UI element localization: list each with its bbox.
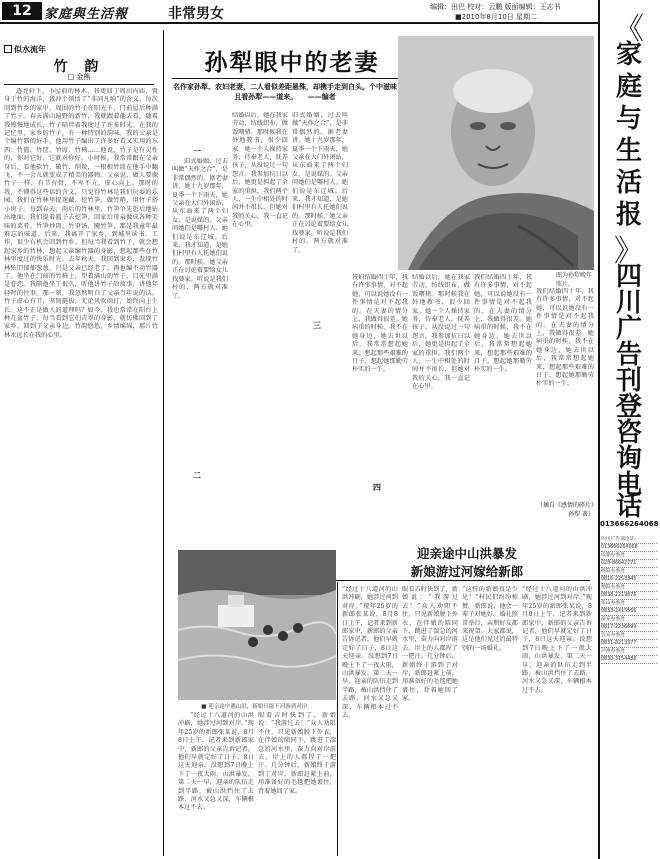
ad-region-char: 咨 (615, 418, 642, 448)
divider (336, 580, 590, 581)
article-body-col5: 结婚以后，她在我家劳动，纺线织布，做饭喂猪。那时候我在外地教书，很少回家。她一个人操持家务，侍奉老人，抚养孩子，从没说过一句怨言。我参加抗日以后，她更是担起了全家的重担。我们两个人，一生中相处的时间并不很长，但她对我的关心，我一直记在心里。 (412, 274, 470, 391)
flood-photo (178, 550, 336, 700)
page-number: 12 (2, 2, 42, 20)
ad-contact-line: 013666264068 (601, 544, 657, 552)
ad-contact-line: 028-86642771 (601, 560, 657, 568)
ad-region-char: 登 (615, 392, 642, 422)
ad-region-char: 电 (615, 470, 642, 500)
flood-image (178, 550, 336, 700)
ad-title-char: 庭 (615, 72, 642, 102)
article-body-col1: 旧式婚姻，过去叫做“天作之合”，是非常偶然的。据老妻讲，她十九岁那年，夏季一个下雨天，她父亲在大门外闲站，从东面来了两个妇女，是说媒的。父亲问她们是哪村人。她们说是东辽城。后来，我才知道，是她们村里有人托她们说的。那时候，她父亲正在讨论着要给女儿找婆家。听说是我们村的，两方就对准了。 (172, 158, 228, 300)
article-body-col3: 旧式婚姻，过去叫做“天作之合”，是非常偶然的。据老妻讲，她十九岁那年，夏季一个下雨天，她父亲在大门外闲站，从东面来了两个妇女，是说媒的。父亲问她们是哪村人。她们说是东辽城。后来，我才知道，是她们村里有人托她们说的。那时候，她父亲正在讨论着要给女儿找婆家。听说是我们村的，两方就对准了。 (292, 112, 348, 254)
section-mark: 三 (313, 320, 321, 330)
ad-region-char: 询 (615, 444, 642, 474)
ad-contact-line: 乐山办事处 (601, 600, 657, 608)
essay-body: 透亮轩下，小屋前的林木，我更回丁周田内庙，置身于竹的海洋，我冲个领悟了“非同凡响”的含义。每次回到竹乡的家中，周围的竹子在阳光下，门前屋后种满了竹子。春天满山遍野的新竹，我就跟着他去看，随着我慢慢地成长，竹子陪伴着我度过了许多时光。在我的记忆里，家乡的竹子，有一种特别的韵味。我的父亲是个编竹器的好手，他用竹子编出了许多好看又实用的东西：竹篮、竹筐、竹席、竹椅……他说，竹子是有灵性的，你对它好，它就对你好。小时候，我常常跟在父亲身后，看他砍竹、破竹、削篾，一根根竹篾在他手中翻飞，不一会儿就变成了精美的器物。父亲说，做人要像竹子一样，有节有骨，不卑不亢，虚心向上。那时的我，不懂得这些话的含义，只觉得竹林是我们玩耍的乐园。我们在竹林里捉迷藏，挖竹笋，做竹哨，用竹子搭小房子。每到春天，雨后的竹林里，竹笋争先恐后地钻出地面，我们提着篮子去挖笋，回家后母亲做成各种美味的菜肴。竹笋炒肉、竹笋汤、腌竹笋，那是我童年最难忘的味道。后来，我离开了家乡，到城里读书、工作，很少有机会回到竹乡。但每当我看到竹子，就会想起家乡的竹林，想起父亲编竹器的身影，想起那些在竹林里度过的快乐时光。去年秋天，我回到家乡，发现竹林依旧郁郁葱葱，只是父亲已经老了，再也编不动竹器了。他坐在门前的竹椅上，望着满山的竹子，目光里满是眷恋。我陪他坐了很久，听他讲竹子的故事，讲他年轻时的往事。那一刻，我忽然明白了父亲当年说的话。竹子虚心有节，坚韧挺拔，无论风吹雨打，始终向上生长。这不正是做人的道理吗？如今，我也常常在阳台上种几盆竹子，每当看到它们青翠的身影，就仿佛回到了家乡，回到了父亲身边。竹韵悠悠，乡情绵绵，那片竹林永远长在我的心里。 (4, 88, 158, 339)
ad-contact-line: 0833-2415566 (601, 608, 657, 616)
essay-author: □ 金熊 (67, 73, 91, 81)
ad-contact-line: 0817-2236699 (601, 624, 657, 632)
ad-phone-number: 013666264068 (600, 520, 659, 528)
ad-contact-line: 南充办事处 (601, 616, 657, 624)
paper-name: 家庭與生活報 (44, 7, 129, 22)
column-divider (337, 582, 338, 856)
section-title: 非常男女 (168, 6, 224, 22)
story-body-col5: “这样的新娘真是少见！”村民们纷纷称赞。新郎说，他会一辈子对她好。婚礼照常举行，亲朋好友都来祝贺。大家都说，这是他们见过的最特别的一场婚礼。 (462, 586, 518, 652)
story-body-col2: 眼看吉时快到了，新娘说：“我游过去！”众人劝阻不住，只见新娘脱下外衣，在伴娘的陪同下，跳进了湍急的河水里，奋力向对岸游去。岸上的人都捏了一把汗。几分钟后，新娘终于游到了对岸，新郎赶紧上前，用准备好的毛毯把她裹住，背着她回了家。 (258, 712, 336, 795)
ad-title-char: 家 (615, 40, 642, 70)
ad-title-char: 生 (615, 136, 642, 166)
article-body-col6: 我们结婚四十年，我有许多事情，对不起她，可以说她没有一件事情是对不起我的。在夫妻的情分上，我做得很差。她病重的时候，我不在她身边，她去世以后，我常常想起她来，想起那些艰难的日子，想起她那勤劳朴实的一生。 (474, 274, 532, 374)
issue-date: ■2010年8月10日 星期二 (455, 13, 538, 21)
portrait-image (398, 36, 594, 270)
column-divider (163, 30, 164, 856)
story-headline-line1: 迎亲途中山洪暴发 (416, 546, 517, 561)
ad-contact-line: 0838-2219876 (601, 592, 657, 600)
article-body-col7: 我们结婚四十年，我有许多事情，对不起她，可以说她没有一件事情是对不起我的。在夫妻的情分上，我做得很差。她病重的时候，我不在她身边，她去世以后，我常常想起她来，想起那些艰难的日子，想起她那勤劳朴实的一生。 (536, 288, 594, 388)
kicker-label: 似水流年 (14, 45, 46, 54)
story-body-col4: 眼看吉时快到了，新娘说：“我游过去！”众人劝阻不住，只见新娘脱下外衣，在伴娘的陪同下，跳进了湍急的河水里，奋力向对岸游去。岸上的人都捏了一把汗。几分钟后，新娘终于游到了对岸，新郎赶紧上前，用准备好的毛毯把她裹住，背着她回了家。 (402, 586, 458, 703)
ad-contact-line: 宜宾办事处 (601, 632, 657, 640)
ad-region-char: 川 (615, 288, 642, 318)
section-mark: 二 (193, 470, 201, 480)
ad-region-char: 话 (615, 492, 642, 522)
ad-region-char: 告 (615, 340, 642, 370)
flood-photo-caption: ■ 迎亲途中遇山洪，新娘只能下河游到对岸。 (201, 704, 313, 710)
divider (172, 78, 398, 79)
ad-title-char: 活 (615, 168, 642, 198)
square-icon (4, 45, 12, 53)
ad-bracket-close: 》 (614, 234, 644, 269)
ad-contact-line: 四川广告部电话： (601, 536, 657, 544)
story-body-col1: “经过十八道河的山洪冲刷，她涉过河到对岸。”现年25岁的新郎张某说，8月8日上午，记者来到新郎家中，新郎的父亲告诉记者，他们早就定好了日子，8日这天迎亲。没想到7日晚上下了一夜大雨，山洪暴发。第二天一早，迎亲的队伍走到半路，被山洪挡住了去路，河水又急又深，车辆根本过不去。 (178, 712, 254, 812)
editor-credits: 编辑：田巴 校对：云鹏 版面编辑：王志书 (430, 3, 561, 11)
article-headline: 孙犁眼中的老妻 (204, 50, 380, 76)
ad-region-char: 刊 (615, 366, 642, 396)
ad-contact-line: 0831-8213377 (601, 640, 657, 648)
section-mark: 四 (373, 482, 381, 492)
ad-contact-line: 0830-3154488 (601, 656, 657, 664)
ad-contact-line: 0816-2253345 (601, 576, 657, 584)
ad-contact-list (601, 536, 657, 664)
ad-contact-line: 绵阳办事处 (601, 568, 657, 576)
story-body-col3: “经过十八道河的山洪冲刷，她涉过河到对岸。”现年25岁的新郎张某说，8月8日上午，记者来到新郎家中，新郎的父亲告诉记者，他们早就定好了日子，8日这天迎亲。没想到7日晚上下了一夜大雨，山洪暴发。第二天一早，迎亲的队伍走到半路，被山洪挡住了去路，河水又急又深，车辆根本过不去。 (342, 586, 398, 720)
story-body-col6: “经过十八道河的山洪冲刷，她涉过河到对岸。”现年25岁的新郎张某说，8月8日上午，记者来到新郎家中，新郎的父亲告诉记者，他们早就定好了日子，8日这天迎亲。没想到7日晚上下了一夜大雨，山洪暴发。第二天一早，迎亲的队伍走到半路，被山洪挡住了去路，河水又急又深，车辆根本过不去。 (522, 586, 592, 694)
article-byline: （摘自《感情的碎片》孙犁 著） (536, 502, 594, 518)
article-standfirst: 名作家孙犁、农妇老妻，二人看似差距悬殊，却携手走到白头。个中滋味且看孙犁——道来。 ——编者 (173, 82, 397, 101)
portrait-caption: 图为孙犁晚年照片。 (556, 272, 593, 288)
section-mark: 一 (193, 146, 201, 156)
ad-title-char: 报 (615, 200, 642, 230)
divider (4, 84, 154, 85)
ad-contact-line: 德阳办事处 (601, 584, 657, 592)
ad-title-char: 与 (615, 104, 642, 134)
ad-region-char: 广 (615, 314, 642, 344)
ad-bracket-open: 《 (614, 12, 644, 47)
ad-region-char: 四 (615, 262, 642, 292)
article-body-col4: 我们结婚四十年，我有许多事情，对不起她，可以说她没有一件事情是对不起我的。在夫妻的情分上，我做得很差。她病重的时候，我不在她身边，她去世以后，我常常想起她来，想起那些艰难的日子，想起她那勤劳朴实的一生。 (352, 274, 408, 374)
essay-title: 竹 韵 (53, 59, 105, 75)
story-headline-line2: 新娘游过河嫁给新郎 (410, 564, 524, 579)
column-kicker (4, 44, 46, 55)
article-body-col2: 结婚以后，她在我家劳动，纺线织布，做饭喂猪。那时候我在外地教书，很少回家。她一个人操持家务，侍奉老人，抚养孩子，从没说过一句怨言。我参加抗日以后，她更是担起了全家的重担。我们两个人，一生中相处的时间并不很长，但她对我的关心，我一直记在心里。 (232, 112, 288, 229)
ad-contact-line: 成都办事处 (601, 552, 657, 560)
author-portrait-photo (398, 36, 594, 270)
ad-contact-line: 泸州办事处 (601, 648, 657, 656)
